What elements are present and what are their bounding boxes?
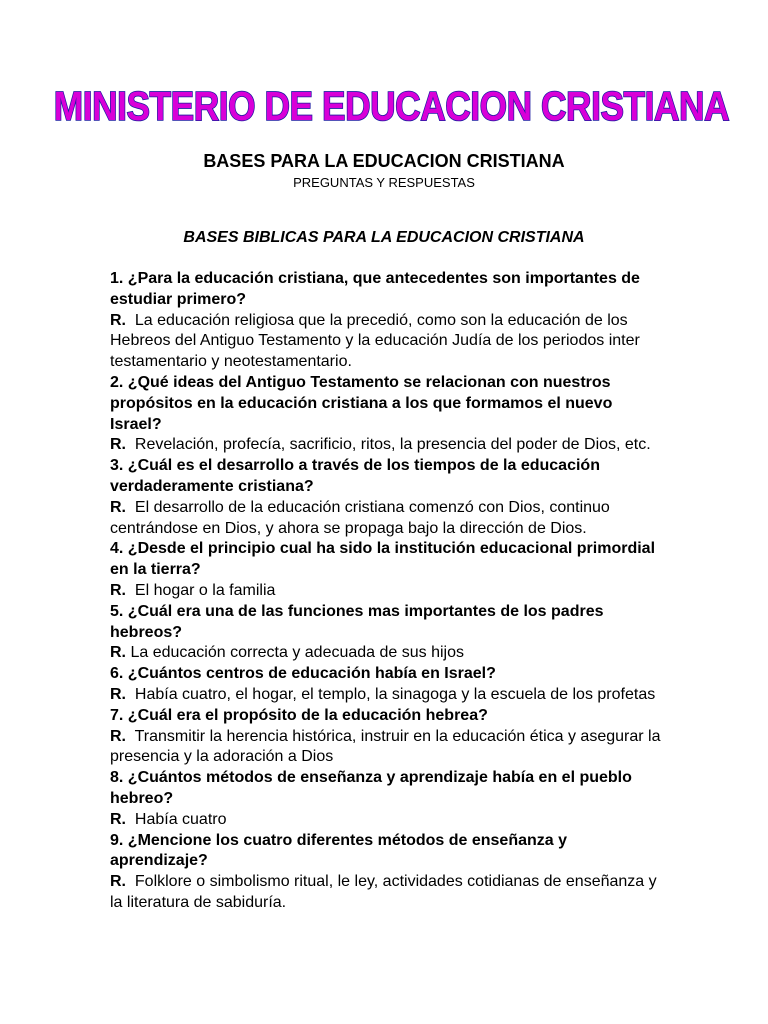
answer-prefix: R.: [110, 498, 126, 516]
answer-9: [110, 872, 665, 914]
answer-1: [110, 311, 665, 373]
document-subsubtitle: PREGUNTAS Y RESPUESTAS: [293, 175, 475, 190]
answer-2: [110, 435, 665, 456]
answer-text: Había cuatro: [134, 810, 227, 828]
answer-4: [110, 581, 665, 602]
question-2: 2. ¿Qué ideas del Antiguo Testamento se relacionan con nuestros propósitos en la educación cristiana a los que formamos el nuevo Israel?: [110, 373, 613, 433]
answer-text: Folklore o simbolismo ritual, le ley, actividades cotidianas de enseñanza y la literatura de sabiduría.: [110, 873, 657, 911]
answer-8: [110, 810, 665, 831]
answer-text: El hogar o la familia: [134, 581, 276, 599]
question-9: 9. ¿Mencione los cuatro diferentes métodos de enseñanza y aprendizaje?: [110, 831, 568, 870]
document-subtitle: BASES PARA LA EDUCACION CRISTIANA: [203, 151, 565, 171]
answer-text: La educación religiosa que la precedió, como son la educación de los Hebreos del Antiguo Testamento y la educación Judía de los periodos inter testamentario y neotestamentario.: [110, 311, 640, 371]
question-6: 6. ¿Cuántos centros de educación había en Israel?: [110, 665, 496, 683]
answer-text: La educación correcta y adecuada de sus hijos: [130, 644, 464, 662]
section-title: BASES BIBLICAS PARA LA EDUCACION CRISTIANA: [183, 229, 585, 246]
answer-text: Había cuatro, el hogar, el templo, la sinagoga y la escuela de los profetas: [134, 685, 656, 703]
answer-prefix: R.: [110, 873, 126, 891]
question-5: 5. ¿Cuál era una de las funciones mas importantes de los padres hebreos?: [110, 602, 604, 641]
answer-prefix: R.: [110, 436, 126, 454]
answer-text: Transmitir la herencia histórica, instruir en la educación ética y asegurar la presencia y la adoración a Dios: [110, 727, 661, 766]
answer-text: Revelación, profecía, sacrificio, ritos, la presencia del poder de Dios, etc.: [134, 436, 651, 454]
answer-3: [110, 498, 665, 540]
main-title: MINISTERIO DE EDUCACION CRISTIANA: [53, 83, 730, 129]
question-1: 1. ¿Para la educación cristiana, que antecedentes son importantes de estudiar primero?: [110, 270, 640, 308]
answer-prefix: R.: [110, 810, 126, 828]
question-7: 7. ¿Cuál era el propósito de la educación hebrea?: [110, 706, 488, 724]
question-3: 3. ¿Cuál es el desarrollo a través de los tiempos de la educación verdaderamente cristiana?: [110, 457, 600, 495]
question-8: 8. ¿Cuántos métodos de enseñanza y aprendizaje había en el pueblo hebreo?: [110, 769, 632, 807]
question-4: 4. ¿Desde el principio cual ha sido la institución educacional primordial en la tierra?: [110, 540, 656, 579]
answer-prefix: R.: [110, 727, 126, 745]
answer-prefix: R.: [110, 311, 126, 329]
answer-7: [110, 727, 665, 769]
answer-prefix: R.: [110, 685, 126, 703]
answer-prefix: R.: [110, 581, 126, 599]
answer-5: [110, 643, 665, 664]
answer-text: El desarrollo de la educación cristiana comenzó con Dios, continuo centrándose en Dios, y ahora se propaga bajo la dirección de Dios.: [110, 498, 610, 537]
qa-list: [110, 269, 665, 914]
answer-prefix: R.: [110, 644, 126, 662]
answer-6: [110, 685, 665, 706]
